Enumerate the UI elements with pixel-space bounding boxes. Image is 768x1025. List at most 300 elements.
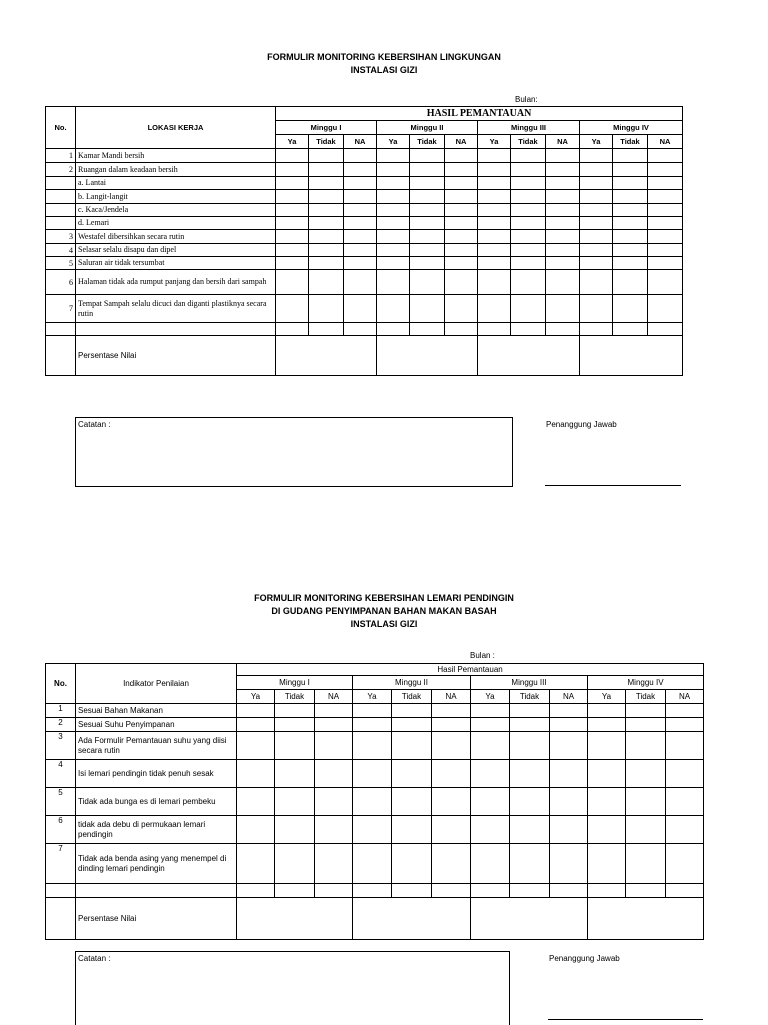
check-cell[interactable] [580,204,613,217]
persentase-cell[interactable] [478,336,580,376]
form1-table [45,106,683,376]
check-cell[interactable] [478,257,511,270]
check-cell[interactable] [613,295,648,323]
check-cell[interactable] [276,149,309,163]
check-cell[interactable] [275,788,315,816]
check-cell[interactable] [410,190,445,204]
check-cell[interactable] [237,884,275,898]
check-cell[interactable] [648,217,683,230]
table-row [46,149,683,163]
check-cell[interactable] [309,190,344,204]
check-cell[interactable] [580,190,613,204]
check-cell[interactable] [377,177,410,190]
check-cell[interactable] [580,323,613,336]
check-cell[interactable] [648,204,683,217]
check-cell[interactable] [626,718,666,732]
check-cell[interactable] [550,844,588,884]
check-cell[interactable] [588,788,626,816]
check-cell[interactable] [410,323,445,336]
check-cell[interactable] [546,244,580,257]
check-cell[interactable] [432,816,471,844]
check-cell[interactable] [588,884,626,898]
check-cell[interactable] [478,244,511,257]
check-cell[interactable] [344,323,377,336]
week-header: Minggu IV [580,121,683,135]
check-cell[interactable] [276,244,309,257]
check-cell[interactable] [588,844,626,884]
check-cell[interactable] [666,844,704,884]
week-header: Minggu I [237,676,353,690]
row-number: 2 [46,163,76,177]
check-cell[interactable] [588,760,626,788]
check-cell[interactable] [546,295,580,323]
table-row [46,732,704,760]
check-cell[interactable] [315,816,353,844]
check-cell[interactable] [580,217,613,230]
check-cell[interactable] [309,217,344,230]
check-cell[interactable] [588,704,626,718]
check-cell[interactable] [613,230,648,244]
sub-col-na: NA [666,690,704,704]
persentase-cell[interactable] [588,898,704,940]
check-cell[interactable] [511,190,546,204]
check-cell[interactable] [478,163,511,177]
check-cell[interactable] [648,323,683,336]
check-cell[interactable] [445,204,478,217]
check-cell[interactable] [276,163,309,177]
check-cell[interactable] [546,177,580,190]
check-cell[interactable] [445,257,478,270]
check-cell[interactable] [276,295,309,323]
row-number: 1 [46,149,76,163]
check-cell[interactable] [478,149,511,163]
check-cell[interactable] [626,844,666,884]
check-cell[interactable] [392,816,432,844]
check-cell[interactable] [392,704,432,718]
check-cell[interactable] [392,844,432,884]
check-cell[interactable] [580,230,613,244]
sub-col-ya: Ya [580,135,613,149]
check-cell[interactable] [613,217,648,230]
form1-signature-line[interactable] [545,485,681,486]
check-cell[interactable] [626,704,666,718]
check-cell[interactable] [478,204,511,217]
check-cell[interactable] [237,844,275,884]
check-cell[interactable] [309,270,344,295]
check-cell[interactable] [392,732,432,760]
check-cell[interactable] [478,190,511,204]
persentase-cell[interactable] [353,898,471,940]
check-cell[interactable] [511,230,546,244]
check-cell[interactable] [510,718,550,732]
check-cell[interactable] [471,788,510,816]
check-cell[interactable] [410,270,445,295]
check-cell[interactable] [511,163,546,177]
check-cell[interactable] [410,295,445,323]
check-cell[interactable] [344,244,377,257]
check-cell[interactable] [237,732,275,760]
check-cell[interactable] [550,884,588,898]
check-cell[interactable] [445,217,478,230]
persentase-cell[interactable] [471,898,588,940]
check-cell[interactable] [550,704,588,718]
check-cell[interactable] [344,295,377,323]
check-cell[interactable] [550,760,588,788]
check-cell[interactable] [432,788,471,816]
check-cell[interactable] [588,816,626,844]
check-cell[interactable] [588,732,626,760]
check-cell[interactable] [613,190,648,204]
check-cell[interactable] [666,718,704,732]
row-number: 7 [46,844,76,884]
check-cell[interactable] [432,760,471,788]
check-cell[interactable] [580,149,613,163]
check-cell[interactable] [445,177,478,190]
check-cell[interactable] [550,788,588,816]
check-cell[interactable] [511,270,546,295]
check-cell[interactable] [546,217,580,230]
check-cell[interactable] [275,718,315,732]
check-cell[interactable] [510,732,550,760]
week-header: Minggu III [478,121,580,135]
check-cell[interactable] [580,177,613,190]
check-cell[interactable] [588,718,626,732]
check-cell[interactable] [344,190,377,204]
table-row [46,177,683,190]
row-number: 2 [46,718,76,732]
check-cell[interactable] [344,204,377,217]
row-number: 3 [46,230,76,244]
persentase-cell[interactable] [580,336,683,376]
check-cell[interactable] [613,163,648,177]
check-cell[interactable] [392,788,432,816]
check-cell[interactable] [344,230,377,244]
check-cell[interactable] [510,844,550,884]
check-cell[interactable] [613,323,648,336]
check-cell[interactable] [344,217,377,230]
check-cell[interactable] [510,760,550,788]
check-cell[interactable] [666,884,704,898]
check-cell[interactable] [648,230,683,244]
check-cell[interactable] [471,718,510,732]
check-cell[interactable] [377,244,410,257]
check-cell[interactable] [550,718,588,732]
check-cell[interactable] [546,163,580,177]
check-cell[interactable] [580,244,613,257]
check-cell[interactable] [344,163,377,177]
check-cell[interactable] [550,732,588,760]
check-cell[interactable] [648,257,683,270]
check-cell[interactable] [666,732,704,760]
check-cell[interactable] [626,816,666,844]
table-row [46,244,683,257]
check-cell[interactable] [511,257,546,270]
sub-col-tidak: Tidak [626,690,666,704]
check-cell[interactable] [432,718,471,732]
row-label: Saluran air tidak tersumbat [76,257,276,270]
table-row [46,760,704,788]
check-cell[interactable] [309,149,344,163]
check-cell[interactable] [377,217,410,230]
check-cell[interactable] [511,217,546,230]
check-cell[interactable] [432,704,471,718]
check-cell[interactable] [445,163,478,177]
check-cell[interactable] [315,788,353,816]
check-cell[interactable] [276,257,309,270]
check-cell[interactable] [315,760,353,788]
check-cell[interactable] [276,190,309,204]
sub-col-ya: Ya [276,135,309,149]
check-cell[interactable] [410,230,445,244]
sub-col-tidak: Tidak [613,135,648,149]
sub-col-na: NA [432,690,471,704]
check-cell[interactable] [377,295,410,323]
check-cell[interactable] [580,163,613,177]
check-cell[interactable] [648,163,683,177]
check-cell[interactable] [478,295,511,323]
check-cell[interactable] [471,732,510,760]
check-cell[interactable] [445,190,478,204]
check-cell[interactable] [309,204,344,217]
sub-col-tidak: Tidak [510,690,550,704]
check-cell[interactable] [511,177,546,190]
hasil-pemantauan-header: HASIL PEMANTAUAN [276,107,683,121]
check-cell[interactable] [315,732,353,760]
check-cell[interactable] [410,244,445,257]
check-cell[interactable] [237,760,275,788]
check-cell[interactable] [580,270,613,295]
check-cell[interactable] [410,163,445,177]
check-cell[interactable] [471,844,510,884]
check-cell[interactable] [648,295,683,323]
check-cell[interactable] [377,163,410,177]
table-row [46,323,683,336]
check-cell[interactable] [309,230,344,244]
form1-title-line2: INSTALASI GIZI [350,65,418,75]
check-cell[interactable] [546,270,580,295]
check-cell[interactable] [613,257,648,270]
check-cell[interactable] [410,177,445,190]
check-cell[interactable] [315,718,353,732]
check-cell[interactable] [309,244,344,257]
check-cell[interactable] [315,884,353,898]
check-cell[interactable] [666,816,704,844]
check-cell[interactable] [275,704,315,718]
check-cell[interactable] [410,257,445,270]
check-cell[interactable] [309,177,344,190]
check-cell[interactable] [648,270,683,295]
check-cell[interactable] [315,844,353,884]
check-cell[interactable] [546,149,580,163]
check-cell[interactable] [432,844,471,884]
check-cell[interactable] [471,704,510,718]
check-cell[interactable] [392,718,432,732]
check-cell[interactable] [445,270,478,295]
check-cell[interactable] [511,244,546,257]
check-cell[interactable] [276,204,309,217]
row-number: 6 [46,816,76,844]
check-cell[interactable] [478,323,511,336]
check-cell[interactable] [613,244,648,257]
check-cell[interactable] [471,816,510,844]
form2-signature-line[interactable] [548,1019,703,1020]
form2-catatan-box[interactable] [75,951,510,1025]
check-cell[interactable] [626,884,666,898]
check-cell[interactable] [445,230,478,244]
persentase-cell[interactable] [237,898,353,940]
check-cell[interactable] [353,760,392,788]
check-cell[interactable] [377,257,410,270]
row-number [46,884,76,898]
check-cell[interactable] [353,884,392,898]
check-cell[interactable] [510,884,550,898]
check-cell[interactable] [237,816,275,844]
check-cell[interactable] [344,149,377,163]
check-cell[interactable] [276,270,309,295]
check-cell[interactable] [275,732,315,760]
check-cell[interactable] [353,718,392,732]
persentase-cell[interactable] [377,336,478,376]
check-cell[interactable] [377,149,410,163]
check-cell[interactable] [353,704,392,718]
sub-col-ya: Ya [588,690,626,704]
check-cell[interactable] [613,270,648,295]
table-row [46,788,704,816]
check-cell[interactable] [344,270,377,295]
check-cell[interactable] [410,217,445,230]
check-cell[interactable] [666,788,704,816]
check-cell[interactable] [445,244,478,257]
form1-catatan-label: Catatan : [78,420,111,429]
check-cell[interactable] [445,323,478,336]
sub-col-ya: Ya [471,690,510,704]
check-cell[interactable] [276,230,309,244]
check-cell[interactable] [478,230,511,244]
check-cell[interactable] [580,295,613,323]
check-cell[interactable] [626,788,666,816]
check-cell[interactable] [648,177,683,190]
check-cell[interactable] [471,884,510,898]
check-cell[interactable] [546,257,580,270]
check-cell[interactable] [275,760,315,788]
check-cell[interactable] [510,788,550,816]
check-cell[interactable] [546,204,580,217]
check-cell[interactable] [276,217,309,230]
check-cell[interactable] [377,190,410,204]
persentase-cell[interactable] [276,336,377,376]
check-cell[interactable] [410,204,445,217]
row-number: 1 [46,704,76,718]
sub-col-na: NA [546,135,580,149]
row-number: 4 [46,244,76,257]
check-cell[interactable] [478,217,511,230]
row-label: Tidak ada benda asing yang menempel di dinding lemari pendingin [76,844,237,884]
check-cell[interactable] [510,704,550,718]
check-cell[interactable] [344,177,377,190]
check-cell[interactable] [377,323,410,336]
check-cell[interactable] [275,844,315,884]
check-cell[interactable] [353,816,392,844]
check-cell[interactable] [445,149,478,163]
row-label: d. Lemari [76,217,276,230]
persentase-nilai-label: Persentase Nilai [76,336,276,376]
table-row [46,204,683,217]
check-cell[interactable] [626,760,666,788]
form1-catatan-box[interactable] [75,417,513,487]
table-row [46,844,704,884]
row-label: Westafel dibersihkan secara rutin [76,230,276,244]
check-cell[interactable] [377,270,410,295]
check-cell[interactable] [648,149,683,163]
check-cell[interactable] [510,816,550,844]
check-cell[interactable] [410,149,445,163]
check-cell[interactable] [613,204,648,217]
check-cell[interactable] [344,257,377,270]
check-cell[interactable] [237,704,275,718]
check-cell[interactable] [550,816,588,844]
check-cell[interactable] [648,244,683,257]
check-cell[interactable] [309,163,344,177]
check-cell[interactable] [511,295,546,323]
check-cell[interactable] [392,760,432,788]
check-cell[interactable] [392,884,432,898]
check-cell[interactable] [237,788,275,816]
check-cell[interactable] [315,704,353,718]
check-cell[interactable] [432,732,471,760]
check-cell[interactable] [471,760,510,788]
check-cell[interactable] [309,323,344,336]
check-cell[interactable] [309,295,344,323]
row-label [76,323,276,336]
check-cell[interactable] [511,323,546,336]
check-cell[interactable] [353,788,392,816]
row-label: Isi lemari pendingin tidak penuh sesak [76,760,237,788]
sub-col-tidak: Tidak [410,135,445,149]
check-cell[interactable] [613,177,648,190]
check-cell[interactable] [309,257,344,270]
check-cell[interactable] [275,884,315,898]
check-cell[interactable] [546,323,580,336]
check-cell[interactable] [626,732,666,760]
check-cell[interactable] [666,704,704,718]
check-cell[interactable] [445,295,478,323]
check-cell[interactable] [511,204,546,217]
check-cell[interactable] [276,323,309,336]
check-cell[interactable] [478,177,511,190]
table-row [46,230,683,244]
check-cell[interactable] [511,149,546,163]
row-label: Sesuai Bahan Makanan [76,704,237,718]
check-cell[interactable] [478,270,511,295]
col-indikator-header: Indikator Penilaian [76,664,237,704]
row-label: b. Langit-langit [76,190,276,204]
check-cell[interactable] [666,760,704,788]
check-cell[interactable] [377,230,410,244]
check-cell[interactable] [237,718,275,732]
check-cell[interactable] [353,844,392,884]
check-cell[interactable] [546,230,580,244]
check-cell[interactable] [377,204,410,217]
check-cell[interactable] [580,257,613,270]
check-cell[interactable] [353,732,392,760]
check-cell[interactable] [275,816,315,844]
check-cell[interactable] [613,149,648,163]
check-cell[interactable] [432,884,471,898]
check-cell[interactable] [546,190,580,204]
sub-col-ya: Ya [353,690,392,704]
check-cell[interactable] [648,190,683,204]
check-cell[interactable] [276,177,309,190]
